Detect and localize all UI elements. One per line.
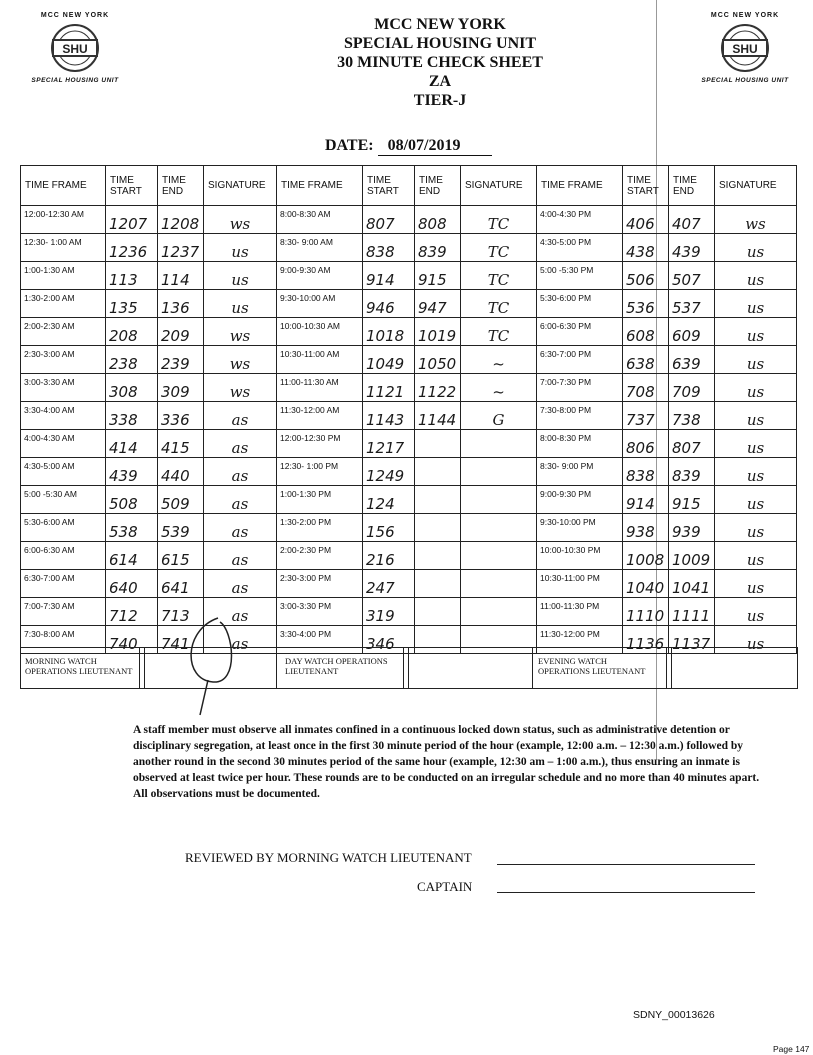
day-watch-label: DAY WATCH OPERATIONS LIEUTENANT (285, 656, 388, 676)
table-row (21, 430, 797, 458)
signature-cell: as (204, 458, 277, 486)
header-line-5: TIER-J (413, 92, 467, 109)
captain-signature-line[interactable] (497, 878, 755, 893)
time-end-cell: 741 (158, 626, 204, 654)
table-header-row (21, 166, 797, 206)
signature-cell: G (461, 402, 537, 430)
signature-cell: TC (461, 262, 537, 290)
time-frame-cell: 1:30-2:00 PM (277, 514, 363, 542)
time-start-cell: 838 (363, 234, 415, 262)
column-header: SIGNATURE (461, 166, 537, 206)
time-end-cell: 839 (669, 458, 715, 486)
header-line-3: 30 MINUTE CHECK SHEET (337, 54, 543, 71)
time-start-cell: 1249 (363, 458, 415, 486)
time-end-cell: 1237 (158, 234, 204, 262)
shu-logo-left (20, 12, 130, 102)
time-frame-cell: 1:30-2:00 AM (21, 290, 106, 318)
time-start-cell: 1143 (363, 402, 415, 430)
signature-cell: as (204, 542, 277, 570)
time-start-cell: 247 (363, 570, 415, 598)
signature-cell: us (715, 346, 797, 374)
time-start-cell: 608 (623, 318, 669, 346)
signature-cell: us (715, 290, 797, 318)
time-frame-cell: 8:30- 9:00 AM (277, 234, 363, 262)
time-frame-cell: 4:00-4:30 AM (21, 430, 106, 458)
time-start-cell: 914 (363, 262, 415, 290)
time-frame-cell: 6:30-7:00 PM (537, 346, 623, 374)
time-frame-cell: 12:00-12:30 AM (21, 206, 106, 234)
time-end-cell: 915 (415, 262, 461, 290)
time-frame-cell: 2:30-3:00 AM (21, 346, 106, 374)
time-start-cell: 1236 (106, 234, 158, 262)
shu-emblem-icon (47, 22, 103, 74)
table-row (21, 234, 797, 262)
signature-cell: TC (461, 290, 537, 318)
time-end-cell: 114 (158, 262, 204, 290)
signature-cell (461, 486, 537, 514)
time-end-cell (415, 458, 461, 486)
header-line-4: ZA (428, 73, 452, 90)
time-frame-cell: 1:00-1:30 PM (277, 486, 363, 514)
table-row (21, 346, 797, 374)
time-frame-cell: 11:00-11:30 AM (277, 374, 363, 402)
captain-label: CAPTAIN (417, 879, 473, 894)
time-start-cell: 438 (623, 234, 669, 262)
column-header: TIME START (363, 166, 415, 206)
time-start-cell: 308 (106, 374, 158, 402)
signature-cell: ws (715, 206, 797, 234)
signature-cell: us (715, 570, 797, 598)
time-end-cell: 639 (669, 346, 715, 374)
time-start-cell: 638 (623, 346, 669, 374)
table-row (21, 514, 797, 542)
column-header: TIME FRAME (277, 166, 363, 206)
signature-cell: as (204, 570, 277, 598)
evening-watch-label: EVENING WATCH OPERATIONS LIEUTENANT (538, 656, 646, 676)
table-row (21, 402, 797, 430)
time-end-cell: 641 (158, 570, 204, 598)
signature-cell: ws (204, 318, 277, 346)
signature-cell: TC (461, 234, 537, 262)
time-frame-cell: 11:00-11:30 PM (537, 598, 623, 626)
time-end-cell (415, 430, 461, 458)
time-frame-cell: 7:00-7:30 PM (537, 374, 623, 402)
time-frame-cell: 5:00 -5:30 PM (537, 262, 623, 290)
header-line-1: MCC NEW YORK (374, 16, 506, 33)
time-start-cell: 338 (106, 402, 158, 430)
time-end-cell (415, 598, 461, 626)
time-start-cell: 708 (623, 374, 669, 402)
time-frame-cell: 4:30-5:00 AM (21, 458, 106, 486)
time-end-cell (415, 486, 461, 514)
time-end-cell: 709 (669, 374, 715, 402)
time-frame-cell: 10:00-10:30 AM (277, 318, 363, 346)
document-id: SDNY_00013626 (633, 1009, 715, 1021)
time-end-cell: 1009 (669, 542, 715, 570)
time-start-cell: 414 (106, 430, 158, 458)
signature-cell: as (204, 486, 277, 514)
time-end-cell: 415 (158, 430, 204, 458)
time-end-cell: 336 (158, 402, 204, 430)
date-label: DATE: (325, 137, 374, 154)
time-frame-cell: 12:30- 1:00 AM (21, 234, 106, 262)
time-frame-cell: 11:30-12:00 AM (277, 402, 363, 430)
time-end-cell: 1050 (415, 346, 461, 374)
time-start-cell: 938 (623, 514, 669, 542)
time-frame-cell: 7:00-7:30 AM (21, 598, 106, 626)
time-start-cell: 508 (106, 486, 158, 514)
column-header: SIGNATURE (204, 166, 277, 206)
time-start-cell: 1008 (623, 542, 669, 570)
signature-cell: as (204, 402, 277, 430)
morning-lieutenant-signature-line[interactable] (497, 850, 755, 865)
time-frame-cell: 5:00 -5:30 AM (21, 486, 106, 514)
time-start-cell: 1040 (623, 570, 669, 598)
time-start-cell: 536 (623, 290, 669, 318)
time-start-cell: 1110 (623, 598, 669, 626)
time-start-cell: 737 (623, 402, 669, 430)
signature-cell: us (204, 234, 277, 262)
time-frame-cell: 10:30-11:00 AM (277, 346, 363, 374)
time-start-cell: 156 (363, 514, 415, 542)
time-end-cell: 1041 (669, 570, 715, 598)
signature-cell: us (715, 486, 797, 514)
time-start-cell: 806 (623, 430, 669, 458)
time-end-cell: 839 (415, 234, 461, 262)
time-start-cell: 319 (363, 598, 415, 626)
svg-text:SHU: SHU (732, 42, 758, 56)
table-row (21, 486, 797, 514)
time-start-cell: 538 (106, 514, 158, 542)
signature-cell: ws (204, 206, 277, 234)
signature-cell: us (715, 374, 797, 402)
check-table (20, 165, 797, 654)
time-frame-cell: 6:00-6:30 PM (537, 318, 623, 346)
time-frame-cell: 11:30-12:00 PM (537, 626, 623, 654)
signature-cell: ws (204, 346, 277, 374)
signature-cell: as (204, 598, 277, 626)
signature-cell: us (715, 402, 797, 430)
time-frame-cell: 2:00-2:30 PM (277, 542, 363, 570)
time-start-cell: 838 (623, 458, 669, 486)
signature-cell: ws (204, 374, 277, 402)
column-header: TIME FRAME (537, 166, 623, 206)
time-start-cell: 124 (363, 486, 415, 514)
time-end-cell: 1122 (415, 374, 461, 402)
time-end-cell: 808 (415, 206, 461, 234)
signature-cell (461, 430, 537, 458)
time-end-cell: 509 (158, 486, 204, 514)
time-end-cell: 1137 (669, 626, 715, 654)
column-header: TIME START (106, 166, 158, 206)
column-header: TIME END (158, 166, 204, 206)
watch-lieutenant-box (20, 647, 798, 689)
time-frame-cell: 6:30-7:00 AM (21, 570, 106, 598)
signature-cell: us (715, 626, 797, 654)
time-end-cell: 539 (158, 514, 204, 542)
signature-cell: ~ (461, 374, 537, 402)
time-start-cell: 1121 (363, 374, 415, 402)
time-start-cell: 1018 (363, 318, 415, 346)
time-end-cell: 309 (158, 374, 204, 402)
time-start-cell: 238 (106, 346, 158, 374)
signature-cell: us (715, 430, 797, 458)
table-row (21, 318, 797, 346)
time-frame-cell: 2:30-3:00 PM (277, 570, 363, 598)
time-end-cell: 939 (669, 514, 715, 542)
time-frame-cell: 4:00-4:30 PM (537, 206, 623, 234)
time-end-cell: 947 (415, 290, 461, 318)
time-start-cell: 807 (363, 206, 415, 234)
sheet-header (230, 15, 650, 110)
time-frame-cell: 9:00-9:30 PM (537, 486, 623, 514)
policy-notice: A staff member must observe all inmates confined in a continuous locked down status, such as administrative detention or disciplinary segregation, at least once in the first 30 minute period of the hour (example, 12:00 a.m. – 12:30 a.m.) followed by another round in the second 30 minutes period of the same hour (example, 12:30 am – 1:00 a.m.), thus ensuring an inmate is observed at least twice per hour. These rounds are to be conducted on an irregular schedule and no more than 40 minutes apart. All observations must be documented. (133, 724, 760, 800)
time-end-cell: 209 (158, 318, 204, 346)
signature-cell: as (204, 514, 277, 542)
shu-logo-right (690, 12, 800, 102)
time-end-cell (415, 542, 461, 570)
time-frame-cell: 8:00-8:30 PM (537, 430, 623, 458)
time-end-cell (415, 514, 461, 542)
time-end-cell: 1208 (158, 206, 204, 234)
time-end-cell: 807 (669, 430, 715, 458)
time-frame-cell: 3:30-4:00 AM (21, 402, 106, 430)
time-frame-cell: 1:00-1:30 AM (21, 262, 106, 290)
signature-cell: TC (461, 318, 537, 346)
signature-cell: us (715, 542, 797, 570)
signature-cell: us (204, 262, 277, 290)
morning-watch-label: MORNING WATCH OPERATIONS LIEUTENANT (25, 656, 133, 676)
time-start-cell: 208 (106, 318, 158, 346)
signature-cell: us (715, 262, 797, 290)
date-value: 08/07/2019 (378, 137, 492, 156)
signature-cell: us (715, 234, 797, 262)
morning-lieutenant-label: REVIEWED BY MORNING WATCH LIEUTENANT (185, 850, 472, 865)
time-start-cell: 614 (106, 542, 158, 570)
shu-emblem-icon (717, 22, 773, 74)
table-row (21, 290, 797, 318)
time-start-cell: 1136 (623, 626, 669, 654)
time-start-cell: 914 (623, 486, 669, 514)
time-start-cell: 740 (106, 626, 158, 654)
column-header: TIME END (415, 166, 461, 206)
time-end-cell: 537 (669, 290, 715, 318)
table-row (21, 542, 797, 570)
column-header: TIME START (623, 166, 669, 206)
table-row (21, 570, 797, 598)
time-start-cell: 1207 (106, 206, 158, 234)
time-end-cell: 440 (158, 458, 204, 486)
logo-bottom-text: SPECIAL HOUSING UNIT (31, 77, 119, 84)
signature-cell (461, 570, 537, 598)
signature-cell (461, 514, 537, 542)
logo-bottom-text: SPECIAL HOUSING UNIT (701, 77, 789, 84)
time-start-cell: 216 (363, 542, 415, 570)
time-frame-cell: 3:30-4:00 PM (277, 626, 363, 654)
time-frame-cell: 10:30-11:00 PM (537, 570, 623, 598)
signature-cell: us (715, 458, 797, 486)
time-frame-cell: 3:00-3:30 AM (21, 374, 106, 402)
time-end-cell: 615 (158, 542, 204, 570)
table-row (21, 598, 797, 626)
time-frame-cell: 8:30- 9:00 PM (537, 458, 623, 486)
date-row (325, 137, 492, 156)
time-start-cell: 1049 (363, 346, 415, 374)
signature-cell (461, 542, 537, 570)
signature-cell: as (204, 430, 277, 458)
time-frame-cell: 9:30-10:00 PM (537, 514, 623, 542)
handwritten-mark (178, 610, 258, 720)
time-end-cell: 1111 (669, 598, 715, 626)
time-end-cell: 738 (669, 402, 715, 430)
time-end-cell: 609 (669, 318, 715, 346)
time-start-cell: 346 (363, 626, 415, 654)
time-start-cell: 135 (106, 290, 158, 318)
time-frame-cell: 7:30-8:00 AM (21, 626, 106, 654)
column-header: TIME FRAME (21, 166, 106, 206)
time-frame-cell: 4:30-5:00 PM (537, 234, 623, 262)
signature-cell (461, 598, 537, 626)
table-row (21, 262, 797, 290)
time-frame-cell: 12:00-12:30 PM (277, 430, 363, 458)
table-row (21, 374, 797, 402)
time-frame-cell: 3:00-3:30 PM (277, 598, 363, 626)
time-frame-cell: 5:30-6:00 AM (21, 514, 106, 542)
signature-cell: ~ (461, 346, 537, 374)
time-frame-cell: 6:00-6:30 AM (21, 542, 106, 570)
signature-cell: us (204, 290, 277, 318)
time-end-cell: 136 (158, 290, 204, 318)
time-start-cell: 406 (623, 206, 669, 234)
time-frame-cell: 10:00-10:30 PM (537, 542, 623, 570)
time-start-cell: 506 (623, 262, 669, 290)
time-frame-cell: 2:00-2:30 AM (21, 318, 106, 346)
time-end-cell: 439 (669, 234, 715, 262)
time-frame-cell: 5:30-6:00 PM (537, 290, 623, 318)
time-frame-cell: 9:30-10:00 AM (277, 290, 363, 318)
time-frame-cell: 9:00-9:30 AM (277, 262, 363, 290)
page-number: Page 147 (773, 1044, 810, 1054)
signature-cell: TC (461, 206, 537, 234)
time-frame-cell: 7:30-8:00 PM (537, 402, 623, 430)
time-start-cell: 1217 (363, 430, 415, 458)
svg-text:SHU: SHU (62, 42, 88, 56)
signature-cell: as (204, 626, 277, 654)
time-end-cell: 713 (158, 598, 204, 626)
column-header: TIME END (669, 166, 715, 206)
time-end-cell: 1144 (415, 402, 461, 430)
time-end-cell: 239 (158, 346, 204, 374)
logo-top-text: MCC NEW YORK (710, 12, 780, 19)
time-frame-cell: 12:30- 1:00 PM (277, 458, 363, 486)
signature-cell: us (715, 318, 797, 346)
time-start-cell: 946 (363, 290, 415, 318)
time-frame-cell: 8:00-8:30 AM (277, 206, 363, 234)
time-start-cell: 640 (106, 570, 158, 598)
column-header: SIGNATURE (715, 166, 797, 206)
signature-cell: us (715, 514, 797, 542)
time-end-cell (415, 570, 461, 598)
table-row (21, 458, 797, 486)
time-end-cell: 1019 (415, 318, 461, 346)
time-start-cell: 113 (106, 262, 158, 290)
signature-cell (461, 458, 537, 486)
table-row (21, 206, 797, 234)
time-start-cell: 439 (106, 458, 158, 486)
logo-top-text: MCC NEW YORK (40, 12, 110, 19)
header-line-2: SPECIAL HOUSING UNIT (343, 35, 537, 52)
time-end-cell: 507 (669, 262, 715, 290)
time-end-cell: 915 (669, 486, 715, 514)
time-end-cell: 407 (669, 206, 715, 234)
signature-cell: us (715, 598, 797, 626)
time-start-cell: 712 (106, 598, 158, 626)
